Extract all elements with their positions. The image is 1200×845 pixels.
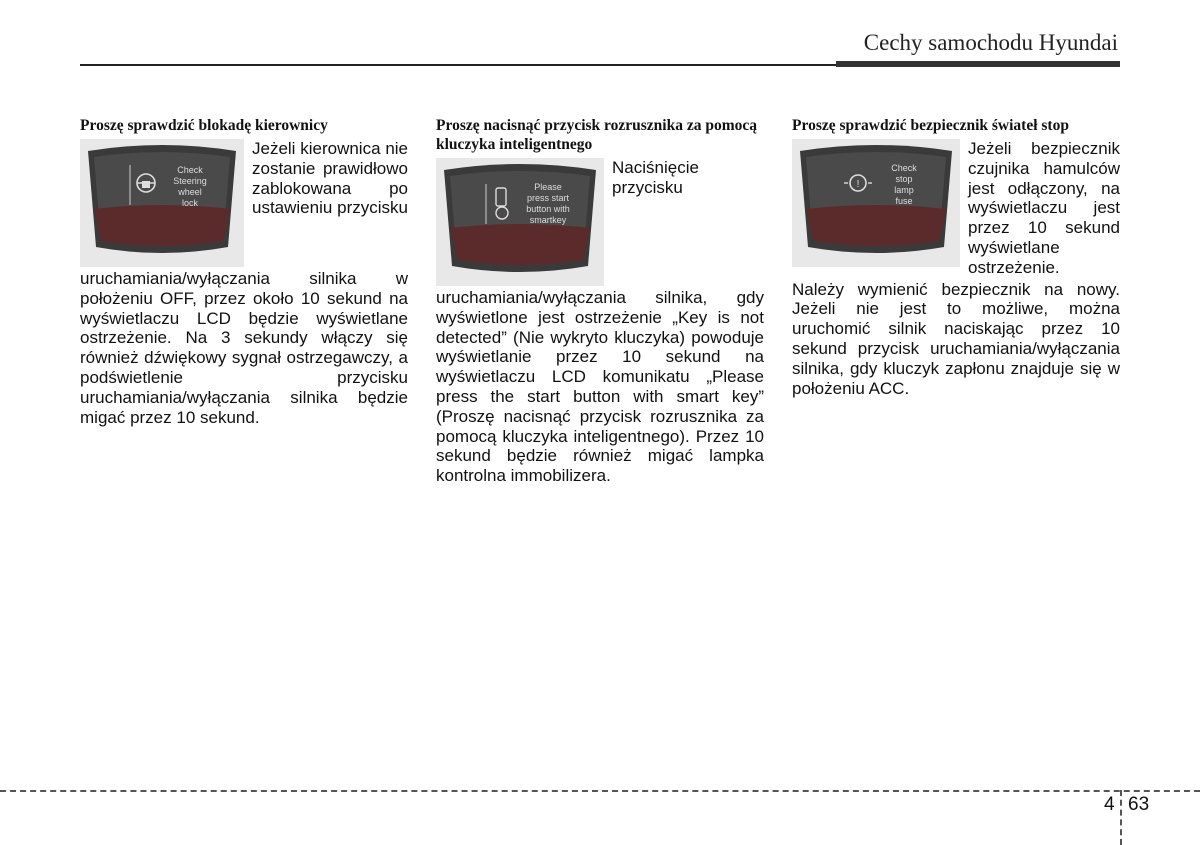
display-line-1: Check: [177, 165, 203, 175]
display-line-4: fuse: [895, 196, 913, 206]
section-body-2: Należy wymienić bezpiecznik na nowy. Jeżeli nie jest to możliwe, można uruchomić silnik naciskając przez 10 sekund przycisk uruchamiania/wyłączania silnika, gdy kluczyk zapłonu znajduje się w położeniu ACC.: [792, 279, 1120, 398]
section-body: Naciśnięcie przycisku uruchamiania/wyłączania silnika, gdy wyświetlone jest ostrzeżenie „Key is not detected” (Nie wykryto kluczyka) powoduje wyświetlanie przez 10 sekund na wyświetlaczu LCD komunikatu „Please press the start button with smart key” (Proszę nacisnąć przycisk rozrusznika za pomocą kluczyka inteligentnego). Przez 10 sekund będzie również migać lampka kontrolna immobilizera.: [436, 158, 764, 486]
display-line-1: Check: [891, 163, 917, 173]
section-stop-lamp-fuse: [792, 116, 1120, 398]
section-steering-lock: [80, 116, 408, 427]
display-line-4: smartkey: [529, 215, 567, 225]
display-line-3: button with: [526, 204, 570, 214]
display-line-3: wheel: [178, 187, 202, 197]
section-body: Jeżeli bezpiecznik czujnika hamulców jest odłączony, na wyświetlaczu jest przez 10 sekund wyświetlane ostrzeżenie.: [968, 139, 1120, 277]
section-body: Jeżeli kierownica nie zostanie prawidłowo zablokowana po ustawieniu przycisku uruchamiania/wyłączania silnika w położeniu OFF, przez około 10 sekund na wyświetlaczu LCD będzie wyświetlane ostrzeżenie. Na 3 sekundy włączy się również dźwiękowy sygnał ostrzegawczy, a podświetlenie przycisku uruchamiania/wyłączania silnika będzie migać przez 10 sekund.: [80, 139, 408, 427]
section-heading: Proszę sprawdzić bezpiecznik świateł stop: [792, 117, 1069, 134]
display-line-1: Please: [534, 182, 562, 192]
display-line-2: press start: [526, 193, 570, 203]
page-number: 63: [1128, 794, 1150, 815]
lcd-warning-figure: [80, 139, 244, 267]
header-rule-accent: [836, 61, 1120, 67]
section-heading: Proszę nacisnąć przycisk rozrusznika za pomocą kluczyka inteligentnego: [436, 117, 758, 153]
section-heading: Proszę sprawdzić blokadę kierownicy: [80, 117, 328, 134]
display-line-3: lamp: [894, 185, 914, 195]
display-line-2: Steering: [173, 176, 207, 186]
footer-rule: [0, 790, 1200, 792]
section-start-button: [436, 116, 764, 486]
display-line-2: stop: [895, 174, 913, 184]
footer-divider: [1120, 790, 1122, 845]
display-line-4: lock: [181, 198, 199, 208]
lcd-warning-figure: [792, 139, 960, 267]
lcd-warning-figure: [436, 158, 604, 286]
svg-text:!: !: [856, 179, 860, 190]
page-header-title: Cechy samochodu Hyundai: [863, 30, 1118, 55]
chapter-number: 4: [1104, 794, 1115, 815]
